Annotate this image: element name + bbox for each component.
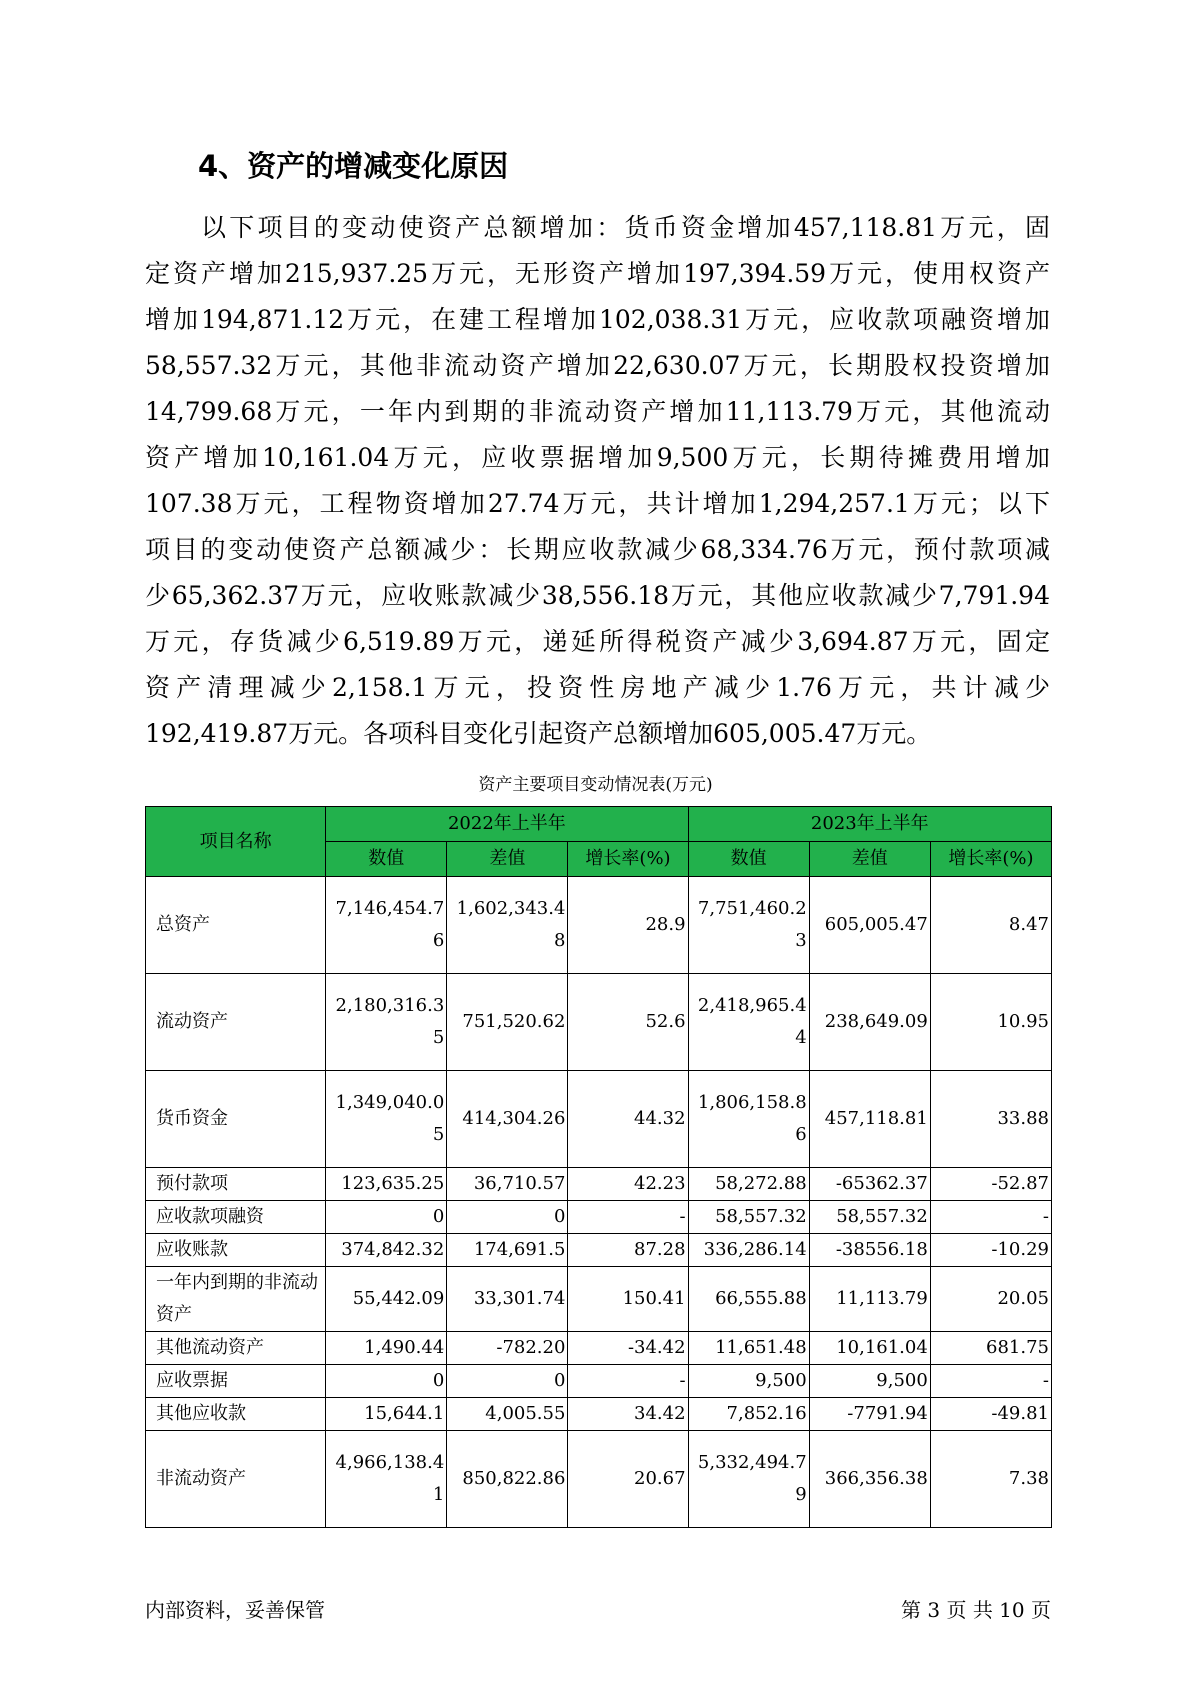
header-value-2023: 数值 — [688, 842, 809, 877]
paragraph-line: 以下项目的变动使资产总额增加：货币资金增加457,118.81万元，固 — [201, 213, 1050, 242]
value-2022: 0 — [326, 1365, 447, 1398]
diff-2023: 11,113.79 — [809, 1267, 930, 1332]
value-2023: 7,852.16 — [688, 1398, 809, 1431]
diff-2022: 174,691.5 — [447, 1234, 568, 1267]
diff-2022: 850,822.86 — [447, 1431, 568, 1528]
paragraph-line: 项目的变动使资产总额减少：长期应收款减少68,334.76万元，预付款项减 — [145, 535, 1050, 564]
rate-2022: 28.9 — [568, 877, 688, 974]
header-group-2023: 2023年上半年 — [688, 807, 1051, 842]
table-row — [146, 1365, 1052, 1398]
diff-2023: 10,161.04 — [809, 1332, 930, 1365]
diff-2023: -65362.37 — [809, 1168, 930, 1201]
header-rate-2023: 增长率(%) — [930, 842, 1051, 877]
rate-2022: 44.32 — [568, 1071, 688, 1168]
rate-2023: -49.81 — [930, 1398, 1051, 1431]
value-2022: 0 — [326, 1201, 447, 1234]
rate-2023: -52.87 — [930, 1168, 1051, 1201]
table-row — [146, 974, 1052, 1071]
section-heading: 4、资产的增减变化原因 — [198, 149, 509, 183]
rate-2022: 20.67 — [568, 1431, 688, 1528]
paragraph-line: 增加194,871.12万元，在建工程增加102,038.31万元，应收款项融资增加 — [145, 305, 1050, 334]
row-name: 应收款项融资 — [146, 1201, 326, 1234]
table-row — [146, 1267, 1052, 1332]
table-row — [146, 1071, 1052, 1168]
row-name: 总资产 — [146, 877, 326, 974]
value-2023: 2,418,965.44 — [688, 974, 809, 1071]
diff-2023: 366,356.38 — [809, 1431, 930, 1528]
value-2022: 2,180,316.35 — [326, 974, 447, 1071]
table-row — [146, 877, 1052, 974]
rate-2022: - — [568, 1365, 688, 1398]
asset-change-table — [145, 806, 1052, 1528]
row-name: 一年内到期的非流动资产 — [146, 1267, 326, 1332]
rate-2022: -34.42 — [568, 1332, 688, 1365]
diff-2023: 457,118.81 — [809, 1071, 930, 1168]
rate-2022: 52.6 — [568, 974, 688, 1071]
value-2022: 15,644.1 — [326, 1398, 447, 1431]
table-row — [146, 1201, 1052, 1234]
row-name: 货币资金 — [146, 1071, 326, 1168]
paragraph-line: 万元，存货减少6,519.89万元，递延所得税资产减少3,694.87万元，固定 — [145, 627, 1050, 656]
diff-2023: -38556.18 — [809, 1234, 930, 1267]
row-name: 其他应收款 — [146, 1398, 326, 1431]
value-2023: 58,272.88 — [688, 1168, 809, 1201]
value-2023: 1,806,158.86 — [688, 1071, 809, 1168]
rate-2022: 87.28 — [568, 1234, 688, 1267]
paragraph-line: 定资产增加215,937.25万元，无形资产增加197,394.59万元，使用权资产 — [145, 259, 1050, 288]
value-2023: 7,751,460.23 — [688, 877, 809, 974]
rate-2023: 8.47 — [930, 877, 1051, 974]
rate-2023: 33.88 — [930, 1071, 1051, 1168]
diff-2022: 414,304.26 — [447, 1071, 568, 1168]
diff-2022: 0 — [447, 1201, 568, 1234]
value-2023: 336,286.14 — [688, 1234, 809, 1267]
value-2023: 9,500 — [688, 1365, 809, 1398]
value-2022: 4,966,138.41 — [326, 1431, 447, 1528]
paragraph-line: 资产增加10,161.04万元，应收票据增加9,500万元，长期待摊费用增加 — [145, 443, 1050, 472]
table-row — [146, 1431, 1052, 1528]
rate-2023: 681.75 — [930, 1332, 1051, 1365]
value-2022: 55,442.09 — [326, 1267, 447, 1332]
paragraph-line: 107.38万元，工程物资增加27.74万元，共计增加1,294,257.1万元；以下 — [145, 489, 1050, 518]
table-row — [146, 1398, 1052, 1431]
row-name: 非流动资产 — [146, 1431, 326, 1528]
header-value-2022: 数值 — [326, 842, 447, 877]
header-item-name: 项目名称 — [146, 807, 326, 877]
paragraph-line: 192,419.87万元。各项科目变化引起资产总额增加605,005.47万元。 — [145, 719, 932, 748]
diff-2023: 9,500 — [809, 1365, 930, 1398]
diff-2023: -7791.94 — [809, 1398, 930, 1431]
rate-2023: - — [930, 1201, 1051, 1234]
value-2022: 7,146,454.76 — [326, 877, 447, 974]
table-row — [146, 1168, 1052, 1201]
rate-2022: 150.41 — [568, 1267, 688, 1332]
row-name: 流动资产 — [146, 974, 326, 1071]
value-2023: 5,332,494.79 — [688, 1431, 809, 1528]
value-2022: 1,349,040.05 — [326, 1071, 447, 1168]
value-2023: 11,651.48 — [688, 1332, 809, 1365]
rate-2023: - — [930, 1365, 1051, 1398]
value-2023: 66,555.88 — [688, 1267, 809, 1332]
row-name: 应收票据 — [146, 1365, 326, 1398]
rate-2022: 34.42 — [568, 1398, 688, 1431]
header-diff-2023: 差值 — [809, 842, 930, 877]
paragraph-line: 少65,362.37万元，应收账款减少38,556.18万元，其他应收款减少7,791.94 — [145, 581, 1050, 610]
header-rate-2022: 增长率(%) — [568, 842, 688, 877]
diff-2022: 0 — [447, 1365, 568, 1398]
diff-2022: 4,005.55 — [447, 1398, 568, 1431]
rate-2023: -10.29 — [930, 1234, 1051, 1267]
rate-2023: 10.95 — [930, 974, 1051, 1071]
diff-2022: 36,710.57 — [447, 1168, 568, 1201]
diff-2022: -782.20 — [447, 1332, 568, 1365]
diff-2022: 1,602,343.48 — [447, 877, 568, 974]
row-name: 预付款项 — [146, 1168, 326, 1201]
diff-2023: 58,557.32 — [809, 1201, 930, 1234]
diff-2022: 33,301.74 — [447, 1267, 568, 1332]
body-paragraph — [145, 205, 1050, 757]
row-name: 其他流动资产 — [146, 1332, 326, 1365]
table-row — [146, 1332, 1052, 1365]
header-group-2022: 2022年上半年 — [326, 807, 688, 842]
row-name: 应收账款 — [146, 1234, 326, 1267]
rate-2023: 20.05 — [930, 1267, 1051, 1332]
value-2022: 374,842.32 — [326, 1234, 447, 1267]
paragraph-line: 14,799.68万元，一年内到期的非流动资产增加11,113.79万元，其他流动 — [145, 397, 1050, 426]
footer-page-number: 第 3 页 共 10 页 — [901, 1598, 1051, 1622]
diff-2022: 751,520.62 — [447, 974, 568, 1071]
rate-2023: 7.38 — [930, 1431, 1051, 1528]
footer-confidential-note: 内部资料，妥善保管 — [145, 1598, 325, 1622]
value-2022: 1,490.44 — [326, 1332, 447, 1365]
header-diff-2022: 差值 — [447, 842, 568, 877]
value-2023: 58,557.32 — [688, 1201, 809, 1234]
table-row — [146, 1234, 1052, 1267]
diff-2023: 605,005.47 — [809, 877, 930, 974]
table-caption: 资产主要项目变动情况表(万元) — [478, 775, 713, 795]
diff-2023: 238,649.09 — [809, 974, 930, 1071]
rate-2022: - — [568, 1201, 688, 1234]
paragraph-line: 58,557.32万元，其他非流动资产增加22,630.07万元，长期股权投资增加 — [145, 351, 1050, 380]
rate-2022: 42.23 — [568, 1168, 688, 1201]
paragraph-line: 资产清理减少2,158.1万元，投资性房地产减少1.76万元，共计减少 — [145, 673, 1050, 702]
value-2022: 123,635.25 — [326, 1168, 447, 1201]
